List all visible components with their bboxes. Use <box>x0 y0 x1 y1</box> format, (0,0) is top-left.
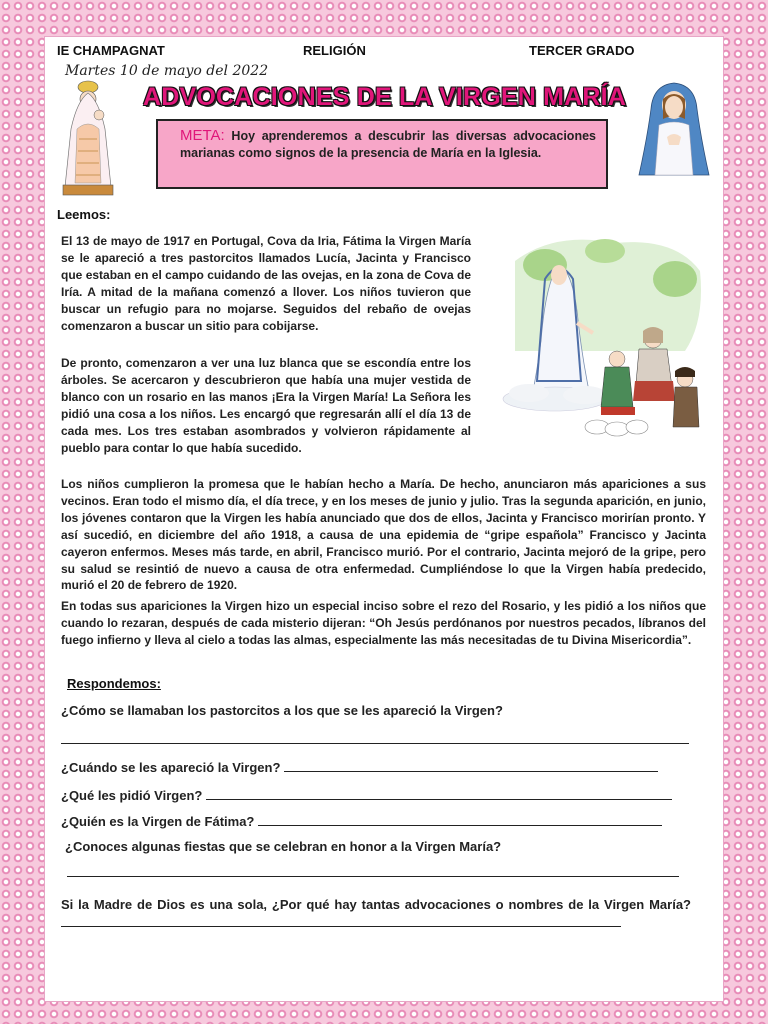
paragraph-3: Los niños cumplieron la promesa que le habían hecho a María. De hecho, anunciaron más apariciones a sus vecinos. Eran todo el mismo día, el día trece, y en los meses de junio y julio. Tras la segunda aparición, en junio, los jóvenes contaron que la Virgen les había anunciado que dos de ellos, Jacinta y Francisco morirían pronto. Y así sucedió, en diciembre del año 1918, a causa de una epidemia de “gripe española” Francisco y Jacinta cayeron enfermos. Meses más tarde, en abril, Francisco murió. Por el contrario, Jacinta mejoró de la gripe, pero su salud se resintió de nuevo a causa de otra enfermedad. Cumpliéndose lo que la Virgen había predecido, murió el 20 de febrero de 1920. <box>61 477 706 593</box>
school-name: IE CHAMPAGNAT <box>57 43 165 58</box>
fatima-apparition-illustration <box>485 231 711 441</box>
question-2-text: ¿Cuándo se les apareció la Virgen? <box>61 760 281 775</box>
read-heading: Leemos: <box>57 207 111 222</box>
page-title: ADVOCACIONES DE LA VIRGEN MARÍA <box>143 83 627 111</box>
question-4 <box>61 813 662 829</box>
subject-name: RELIGIÓN <box>303 43 366 58</box>
question-1: ¿Cómo se llamaban los pastorcitos a los que se les apareció la Virgen? <box>61 703 503 718</box>
question-2 <box>61 759 658 775</box>
goal-text: Hoy aprenderemos a descubrir las diversas advocaciones marianas como signos de la presencia de María en la Iglesia. <box>180 129 596 160</box>
answer-line-4[interactable] <box>258 813 662 826</box>
goal-box <box>156 119 608 189</box>
virgin-statue-illustration <box>57 79 119 199</box>
header-row <box>55 43 713 59</box>
worksheet-page <box>44 36 724 1002</box>
virgin-mary-illustration <box>633 79 715 179</box>
answer-line-6[interactable] <box>61 914 621 927</box>
answer-line-5[interactable] <box>67 875 679 877</box>
date-text: Martes 10 de mayo del 2022 <box>65 63 269 79</box>
question-6-text: Si la Madre de Dios es una sola, ¿Por qué hay tantas advocaciones o nombres de la Virgen María? <box>61 897 691 912</box>
paragraph-2: De pronto, comenzaron a ver una luz blanca que se escondía entre los árboles. Se acercaron y descubrieron que había una mujer vestida de blanco con un rosario en las manos ¡Era la Virgen María! La Señora les pidió una cosa a los niños. Les encargó que regresarán allí el día 13 de cada mes. Los tres estaban asombrados y volvieron rápidamente al pueblo para contar lo que había sucedido. <box>61 356 471 455</box>
question-5: ¿Conoces algunas fiestas que se celebran en honor a la Virgen María? <box>65 839 502 854</box>
question-4-text: ¿Quién es la Virgen de Fátima? <box>61 814 255 829</box>
answer-line-1[interactable] <box>61 742 689 744</box>
paragraph-1: El 13 de mayo de 1917 en Portugal, Cova da Iria, Fátima la Virgen María se le apareció a tres pastorcitos llamados Lucía, Jacinta y Francisco que estaban en el campo cuidando de las ovejas, en la zona de Cova de Iría. A mitad de la mañana comenzó a llover. Los niños tuvieron que buscar un refugio para no mojarse. Seguidos del rebaño de ovejas comenzaron a buscar un sitio para cobijarse. <box>61 234 471 333</box>
grade-name: TERCER GRADO <box>529 43 635 58</box>
goal-label: META: <box>180 127 225 144</box>
answer-heading: Respondemos: <box>67 676 161 691</box>
paragraph-4: En todas sus apariciones la Virgen hizo un especial inciso sobre el rezo del Rosario, y les pidió a los niños que cuando lo rezaran, después de cada misterio dijeran: “Oh Jesús perdónanos por nuestros pecados, líbranos del fuego infierno y lleva al cielo a todas las almas, especialmente las más necesitadas de tu Divina Misericordia”. <box>61 599 706 647</box>
question-6 <box>61 896 691 932</box>
question-3 <box>61 787 672 803</box>
answer-line-3[interactable] <box>206 787 672 800</box>
question-3-text: ¿Qué les pidió Virgen? <box>61 788 203 803</box>
answer-line-2[interactable] <box>284 759 658 772</box>
